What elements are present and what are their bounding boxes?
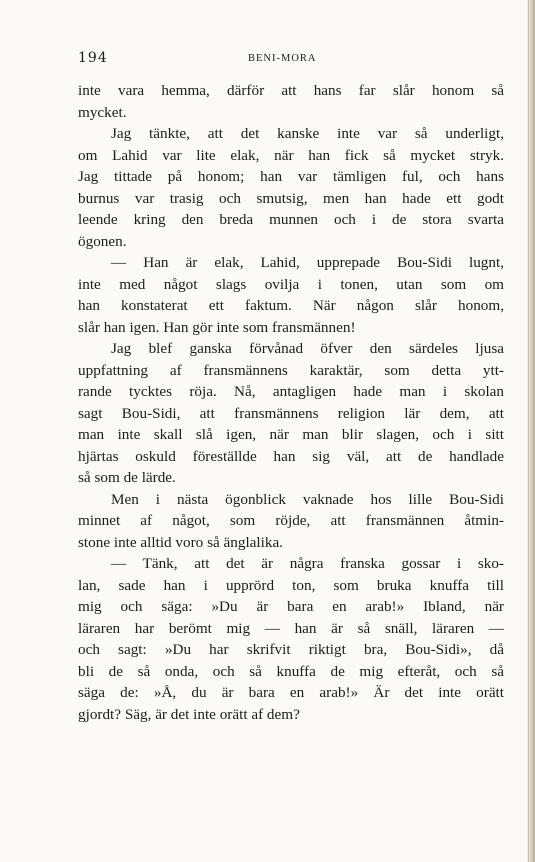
page-edge-line bbox=[528, 0, 529, 862]
page-number: 194 bbox=[78, 50, 108, 66]
text-line: inte vara hemma, därför att hans far slår honom så bbox=[78, 82, 504, 99]
text-line: läraren har berömt mig — han är så snäll, läraren — bbox=[78, 619, 504, 637]
text-line: Jag tänkte, att det kanske inte var så underligt, bbox=[111, 125, 504, 142]
page-header bbox=[78, 50, 504, 72]
text-line: burnus var trasig och smutsig, men han hade ett godt bbox=[78, 189, 504, 207]
text-line: lan, sade han i upprörd ton, som bruka knuffa till bbox=[78, 576, 504, 594]
text-line: gjordt? Säg, är det inte orätt af dem? bbox=[78, 705, 300, 723]
text-line: hjärtas oskuld föreställde han sig väl, att de handlade bbox=[78, 447, 504, 465]
text-line: stone inte alltid voro så änglalika. bbox=[78, 533, 283, 551]
text-line: bli de så onda, och så knuffa de mig efteråt, och så bbox=[78, 662, 504, 680]
text-line: — Han är elak, Lahid, upprepade Bou-Sidi lugnt, bbox=[111, 254, 504, 271]
text-line: man inte skall slå igen, när man blir slagen, och i sitt bbox=[78, 426, 504, 443]
text-line: så som de lärde. bbox=[78, 469, 176, 486]
text-line: inte med något slags ovilja i tonen, utan som om bbox=[78, 275, 504, 293]
text-line: om Lahid var lite elak, när han fick så mycket stryk. bbox=[78, 146, 504, 164]
text-line: — Tänk, att det är några franska gossar i sko- bbox=[111, 555, 504, 572]
text-line: mig och säga: »Du är bara en arab!» Ibland, när bbox=[78, 598, 504, 615]
text-line: Jag tittade på honom; han var tämligen ful, och hans bbox=[78, 168, 504, 185]
text-line: mycket. bbox=[78, 103, 127, 121]
text-line: och sagt: »Du har skrifvit riktigt bra, Bou-Sidi», då bbox=[78, 641, 504, 658]
text-line: sagt Bou-Sidi, att fransmännens religion lär dem, att bbox=[78, 404, 504, 422]
text-line: minnet af något, som röjde, att fransmännen åtmin- bbox=[78, 512, 504, 529]
text-line: Jag blef ganska förvånad öfver den särdeles ljusa bbox=[111, 340, 504, 357]
text-line: uppfattning af fransmännens karaktär, som detta ytt- bbox=[78, 361, 504, 379]
text-line: han konstaterat ett faktum. När någon slår honom, bbox=[78, 297, 504, 314]
text-line: slår han igen. Han gör inte som fransmännen! bbox=[78, 318, 356, 336]
running-title: BENI-MORA bbox=[248, 53, 317, 64]
body-text bbox=[78, 80, 504, 725]
text-line: Men i nästa ögonblick vaknade hos lille Bou-Sidi bbox=[111, 490, 504, 508]
text-line: säga de: »Å, du är bara en arab!» Är det inte orätt bbox=[78, 684, 504, 701]
text-line: leende kring den breda munnen och i de stora svarta bbox=[78, 211, 504, 228]
text-line: rande tycktes röja. Nå, antagligen hade man i skolan bbox=[78, 383, 504, 400]
text-line: ögonen. bbox=[78, 232, 127, 250]
